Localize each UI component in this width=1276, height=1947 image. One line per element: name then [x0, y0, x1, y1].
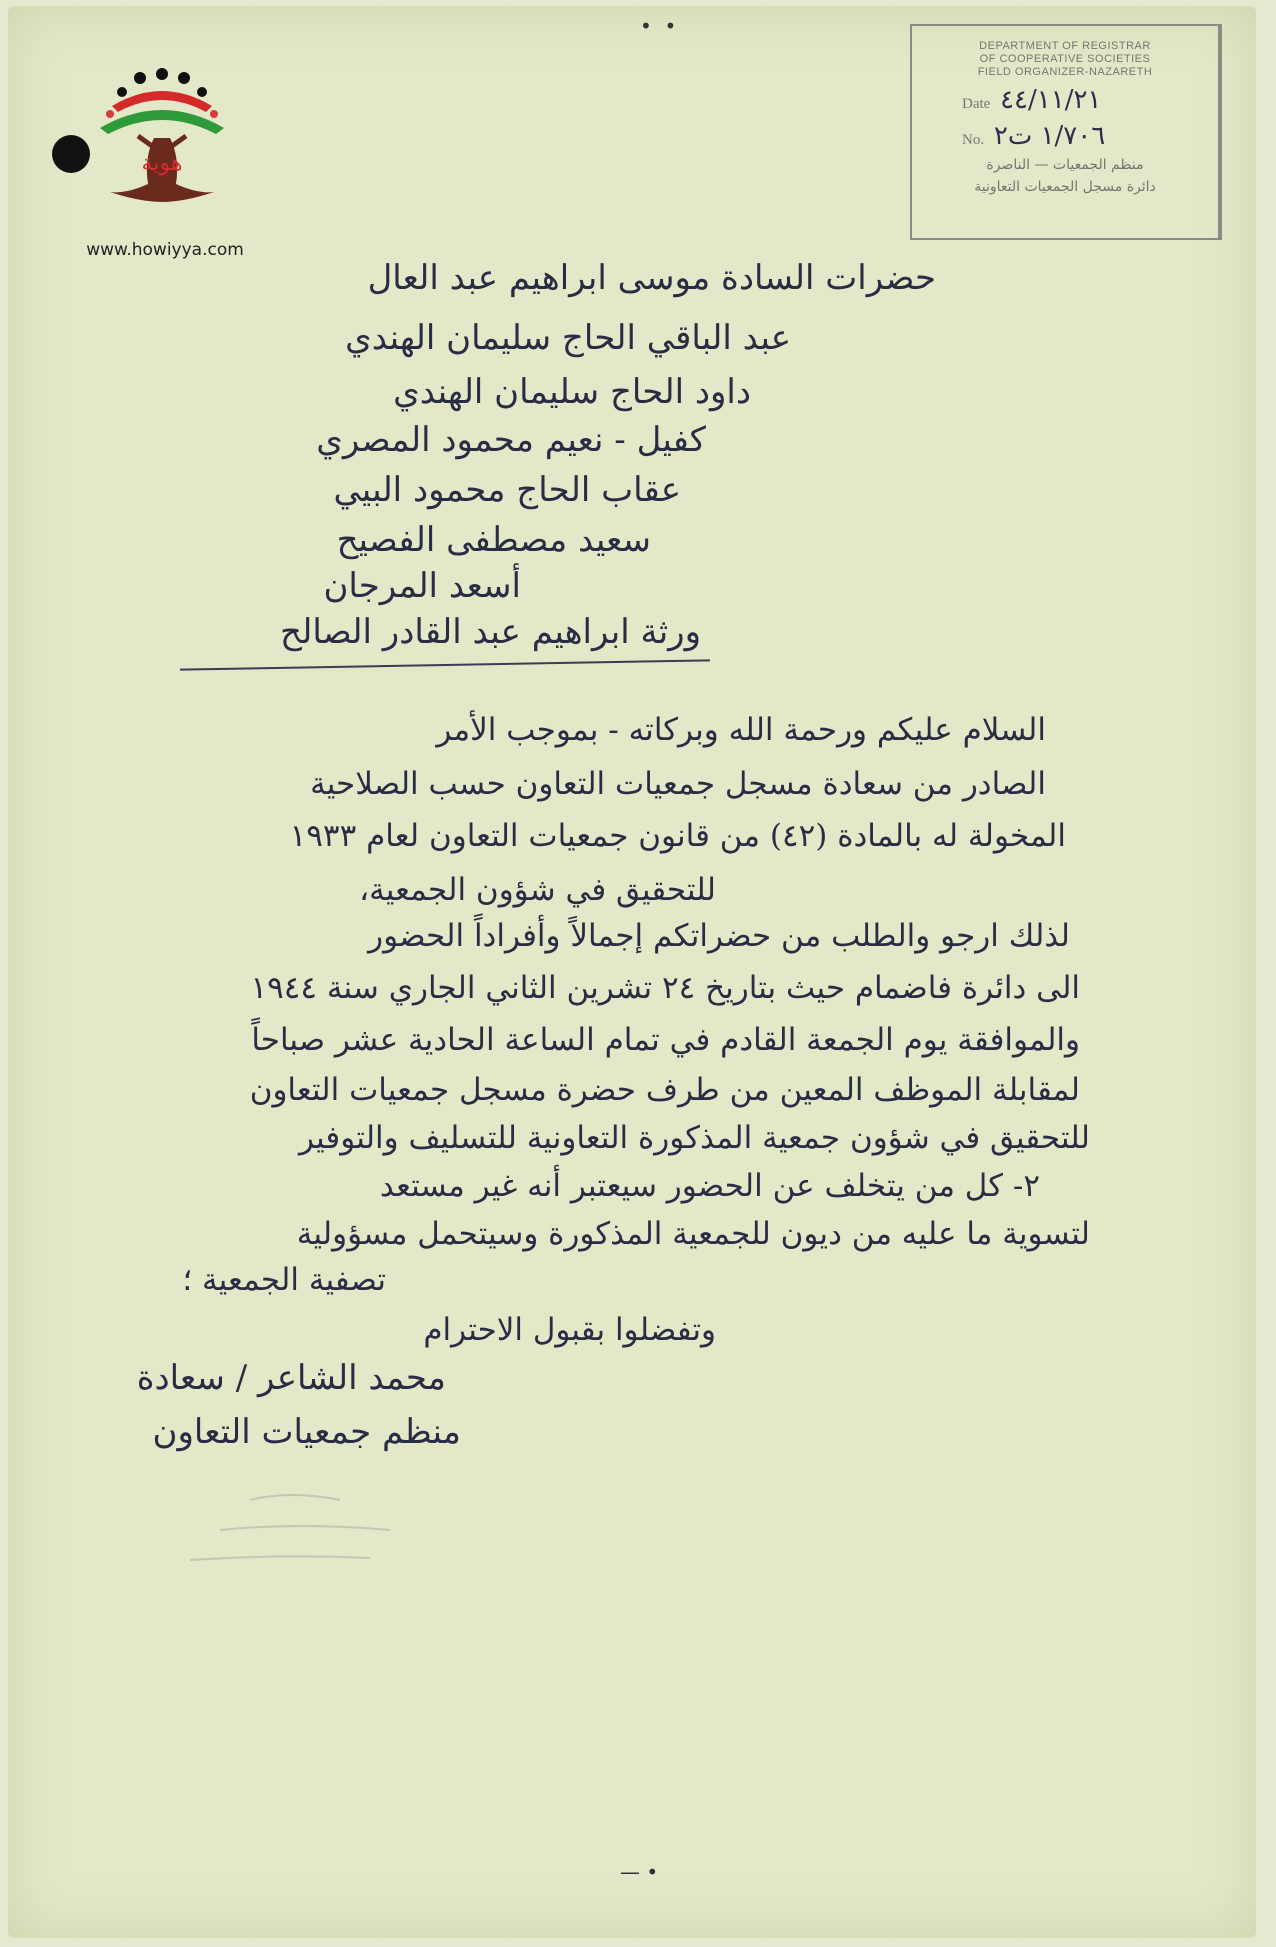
stamp-line-1: DEPARTMENT OF REGISTRAR [979, 40, 1151, 52]
punch-hole [52, 135, 90, 173]
stamp-no-label: No. [962, 132, 985, 148]
body-line: تصفية الجمعية ؛ [182, 1262, 386, 1298]
address-line: عقاب الحاج محمود البيي [333, 470, 681, 510]
body-line: الصادر من سعادة مسجل جمعيات التعاون حسب الصلاحية [310, 766, 1046, 802]
stamp-line-2: OF COOPERATIVE SOCIETIES [979, 53, 1151, 65]
body-line: لتسوية ما عليه من ديون للجمعية المذكورة وسيتحمل مسؤولية [296, 1216, 1090, 1252]
logo-url: www.howiyya.com [86, 240, 244, 260]
body-line: لذلك ارجو والطلب من حضراتكم إجمالاً وأفراداً الحضور [368, 918, 1070, 954]
bleed-through-marks [160, 1460, 560, 1590]
body-line: الى دائرة فاضمام حيث بتاريخ ٢٤ تشرين الثاني الجاري سنة ١٩٤٤ [250, 970, 1080, 1006]
stamp-line-3: FIELD ORGANIZER-NAZARETH [977, 66, 1153, 78]
signature-line-2: منظم جمعيات التعاون [152, 1412, 461, 1452]
address-line: ورثة ابراهيم عبد القادر الصالح [280, 612, 701, 652]
address-line: عبد الباقي الحاج سليمان الهندي [345, 318, 791, 358]
stamp-date [962, 85, 1218, 115]
stamp-date-value: ٤٤/١١/٢١ [1000, 85, 1102, 115]
scan-specks-bottom: — • [620, 1860, 659, 1884]
address-line: كفيل - نعيم محمود المصري [316, 420, 706, 460]
body-line: للتحقيق في شؤون جمعية المذكورة التعاونية للتسليف والتوفير [298, 1120, 1090, 1156]
stamp-arabic-1: منظم الجمعيات — الناصرة [986, 157, 1144, 173]
closing-line: وتفضلوا بقبول الاحترام [423, 1312, 716, 1348]
howiyya-logo [92, 66, 232, 236]
body-line: المخولة له بالمادة (٤٢) من قانون جمعيات التعاون لعام ١٩٣٣ [289, 818, 1066, 854]
address-line: أسعد المرجان [323, 566, 521, 606]
body-line: والموافقة يوم الجمعة القادم في تمام الساعة الحادية عشر صباحاً [251, 1022, 1080, 1058]
stamp-date-label: Date [962, 96, 991, 112]
scan-specks: • • [640, 14, 677, 38]
stamp-no-value: ١/٧٠٦ ت٢ [993, 121, 1106, 151]
stamp-arabic-2: دائرة مسجل الجمعيات التعاونية [974, 179, 1156, 195]
stamp-number [962, 121, 1218, 151]
body-line: للتحقيق في شؤون الجمعية، [359, 872, 716, 908]
body-line: السلام عليكم ورحمة الله وبركاته - بموجب الأمر [436, 712, 1046, 748]
official-stamp [910, 24, 1222, 240]
address-line: حضرات السادة موسى ابراهيم عبد العال [367, 258, 936, 298]
body-line: ٢- كل من يتخلف عن الحضور سيعتبر أنه غير مستعد [379, 1168, 1040, 1204]
body-line: لمقابلة الموظف المعين من طرف حضرة مسجل جمعيات التعاون [249, 1072, 1080, 1108]
address-line: داود الحاج سليمان الهندي [393, 372, 751, 412]
address-line: سعيد مصطفى الفصيح [336, 520, 651, 560]
signature-line-1: محمد الشاعر / سعادة [136, 1358, 446, 1398]
logo-brand-text: هوية [141, 151, 183, 176]
